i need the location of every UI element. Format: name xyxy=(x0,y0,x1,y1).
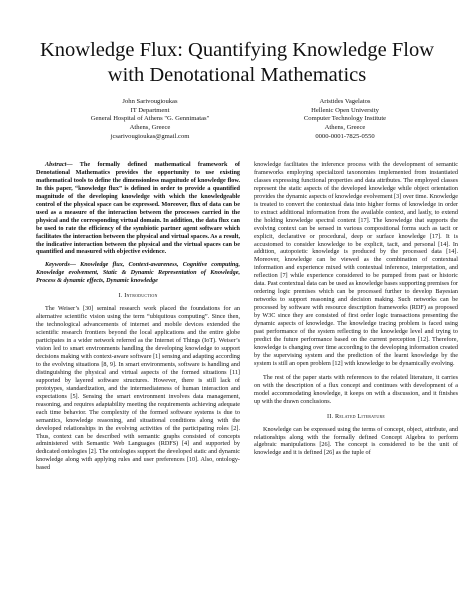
author-location: Athens, Greece xyxy=(129,124,171,132)
left-column xyxy=(36,161,240,601)
body-paragraph-3: Knowledge can be expressed using the terms of concept, object, attribute, and relationships along with the formally defined Concept Algebra to perform algebraic manipulations [26]. The concept is considered to be the unit of knowledge and it is defined [26] as the tuple of xyxy=(254,425,458,457)
author-block-1 xyxy=(65,98,235,142)
author-affiliation: Hellenic Open University xyxy=(311,106,379,114)
right-column xyxy=(254,161,458,601)
keywords xyxy=(36,261,240,285)
author-department: IT Department xyxy=(130,106,170,114)
author-block-2 xyxy=(270,98,420,142)
intro-paragraph: The Weiser’s [30] seminal research work placed the foundations for an alternative scientific vision using the term “ubiquitous computing”. Since then, the technological advancements of internet and mobile devices extended the scientific research frontiers beyond the local applications and the entire globe participates in a wider network referred as the Internet of Things (IoT). Weiser’s vision led to smart environments handling the developing knowledge to support decisions making with context-aware software [1] sensing and adapting according to the evolving situations [8, 9]. In smart environments, software is handling and distinguishing the physical and virtual aspects of the formed situations [11] supported by layered software structures. However, there is still lack of prototypes, standardization, and the intermediateness of human interaction and expectations [5]. Sensing the smart environment involves data management, reasoning, and requires adaptability meeting the requirements achieving adequate each time behavior. The complexity of the formed software systems is due to semantics, knowledge reasoning, and situational conditions along with the developed relationships in the evolving activities of the participating roles [2]. Thus, context can be described with semantic graphs consisted of concepts administered with Semantic Web Languages (RDFS) [4] and supported by dedicated ontologies [2]. The ontologies support the developed static and dynamic knowledge along with applying rules and user preferences [10]. Also, ontology-based xyxy=(36,305,240,472)
section-heading-introduction: I. Introduction xyxy=(118,292,158,300)
author-name: John Sarivougioukas xyxy=(122,98,178,105)
abstract xyxy=(36,161,240,256)
author-name: Aristides Vagelatos xyxy=(319,98,371,105)
body-paragraph-2: The rest of the paper starts with references to the related literature, it carries on with the description of a flux concept and continues with development of a model accommodating knowledge, it keeps on with a discussion, and it finishes up with the drawn conclusions. xyxy=(254,373,458,405)
body-paragraph-1: knowledge facilitates the inference process with the development of semantic frameworks employing specialized taxonomies implemented from instantiated classes expressing functional properties and data attributes. The employed classes represent the static aspects of the developed knowledge while object orientation provides the dynamic aspects of knowledge evolvement [3] over time. Knowledge is treated to convert the contextual data into higher forms of knowledge in order to extract additional information from the available context, and lastly, to extend the holding knowledge spectral content [17]. The knowledge that supports the evolving context can be sensed in various compositional forms such as tacit or explicit, declarative or procedural, deep or surface knowledge [17]. It is accustomed to consider knowledge to be explicit, tacit, and personal [14]. In addition, autopoietic knowledge is produced by the processed data [14]. Moreover, knowledge can be viewed as the combination of contextual information and experience mixed with contextual inference, interpretation, and reflection [7] while experience considered to be pumped from past or historic data. Past contextual data can be used as knowledge bases supporting premises for ordering logic premises which can be processed further to develop Bayesian networks to support reasoning and decision making. Such networks can be processed by software with resource description frameworks (RDF) as proposed by W3C since they are consisted of first order logic transactions presenting the dynamic aspects of knowledge. The knowledge tracing problem is faced using past performance of the system reflecting to the knowledge level and trying to predict the future performance based on the current perception [12]. Therefore, knowledge is changing over time according to the developing information created by the supervising system and the prediction of the learnt knowledge by the system is still an open problem [12] with knowledge to be dynamically evolving. xyxy=(254,161,458,367)
author-institute: Computer Technology Institute xyxy=(303,115,387,123)
author-orcid: 0000-0001-7825-0550 xyxy=(315,132,375,140)
author-location: Athens, Greece xyxy=(324,124,366,132)
section-heading-related-literature: II. Related Literature xyxy=(327,412,385,420)
abstract-text: The formally defined mathematical framework of Denotational Mathematics provides the opportunity to use existing mathematical tools to define the dimensionless magnitude of knowledge flow. In this paper, “knowledge flux” is defined in order to provide a quantified magnitude of the developing knowledge with which the knowledgeable control of the physical space can be expressed. Moreover, flux of data can be used as a measure of the interaction between the processes carried in the physical and the corresponding virtual domain. In addition, the data flux can be used to rate the efficiency of the symbiotic partner agent software which facilitates the interaction between the physical and virtual spaces. As a result, the indicative interaction between the physical and the virtual spaces can be quantified and measured with objective evidence. xyxy=(36,161,240,256)
keywords-text: Knowledge flux, Context-awareness, Cognitive computing, Knowledge evolvement, Static & Dynamic Representation of Knowledge, Process & dynamic effects, Dynamic knowledge xyxy=(36,261,240,285)
keywords-lead: Keywords— xyxy=(45,261,76,269)
author-email: jcsarivougioukas@gmail.com xyxy=(110,132,190,140)
abstract-lead: Abstract— xyxy=(45,161,73,168)
author-affiliation: General Hospital of Athens "G. Gennimatas" xyxy=(90,115,210,123)
paper-title: Knowledge Flux: Quantifying Knowledge Flow with Denotational Mathematics xyxy=(39,39,434,86)
